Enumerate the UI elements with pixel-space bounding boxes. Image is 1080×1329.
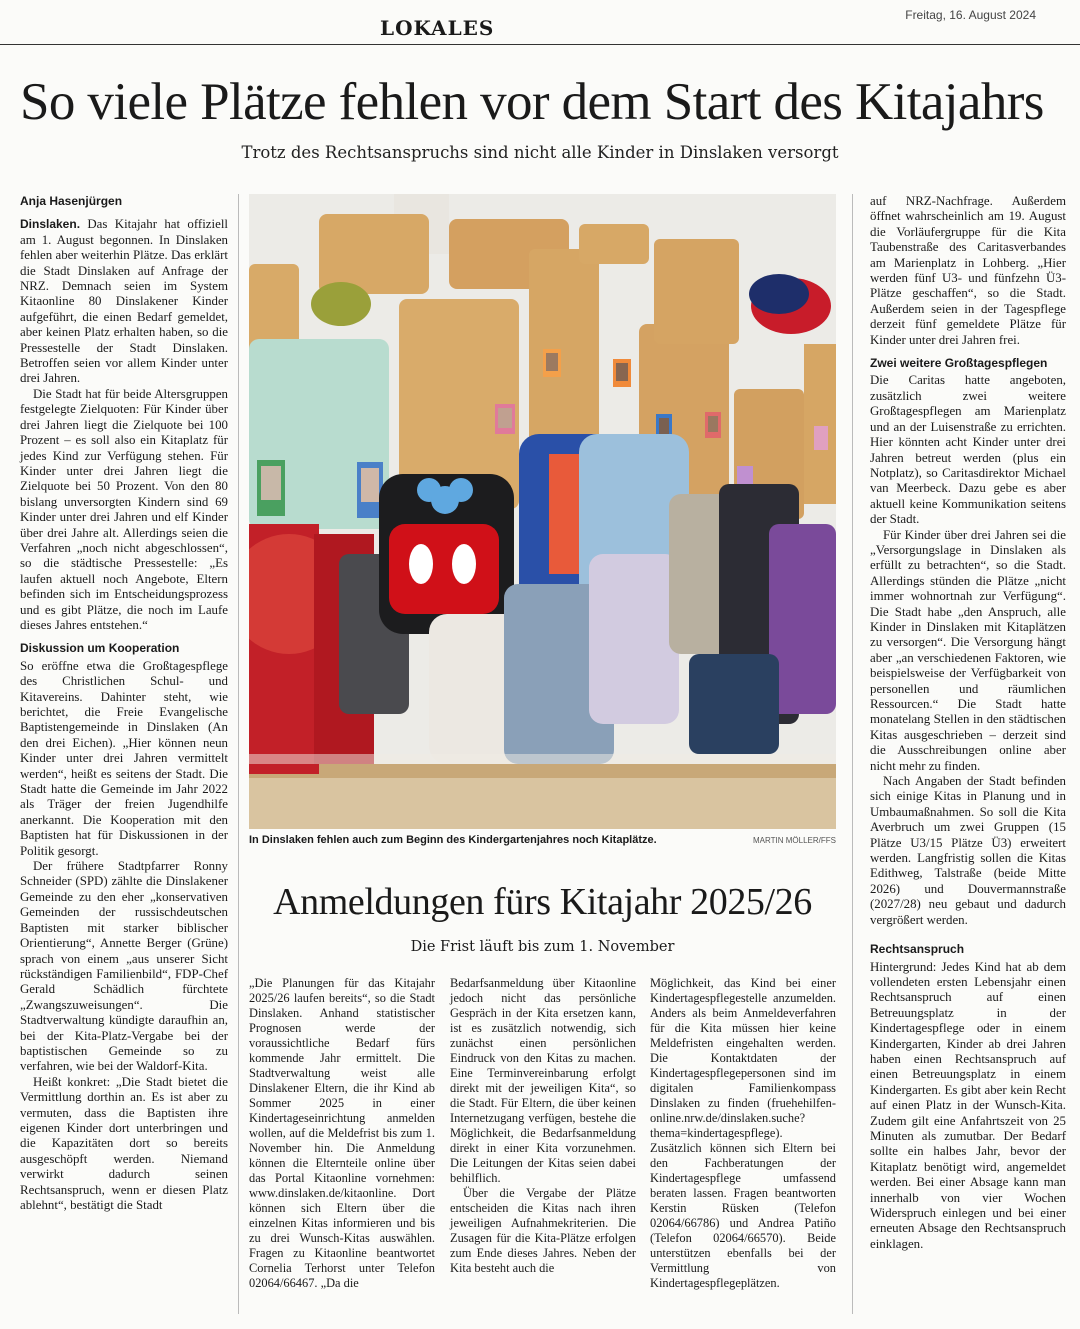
wardrobe-photo-illustration	[249, 194, 836, 829]
section-subhead: Zwei weitere Großtagespflegen	[870, 356, 1048, 371]
section-rubric: LOKALES	[380, 16, 495, 40]
header-rule	[0, 44, 1080, 45]
secondary-column-3	[650, 976, 836, 1291]
article-paragraph: Für Kinder über drei Jahren sei die „Versorgungslage in Dinslaken als erfüllt zu betrachten“, so die Stadt. Allerdings stünden die Plätze „nicht immer wohnortnah zur Verfügung“. Die Stadt habe „den Anspruch, alle Kinder in Dinslaken mit Kitaplätzen zu versorgen“. Die Versorgung hängt aber „an verschiedenen Faktoren, wie beispielsweise der Verfügbarkeit von personellen und räumlichen Ressourcen.“ Die Stadt hatte monatelang Stellen in den städtischen Kitas ausgeschrieben – derzeit sind die Ausschreibungen online aber nicht mehr zu finden.	[870, 527, 1066, 773]
article-paragraph: Die Caritas hatte angeboten, zusätzlich zwei weitere Großtagespflegen am Marienplatz und an der Luisenstraße zu errichten. Hier könnten acht Kinder unter drei Jahren betreut werden (plus ein Notplatz), so Caritasdirektor Michael van Meerbeck. Dazu gebe es aber aktuell keine Kommunikation seitens der Stadt.	[870, 373, 1066, 527]
article-paragraph: Möglichkeit, das Kind bei einer Kindertagespflegestelle anzumelden. Anders als beim Anmeldeverfahren für die Kita müssen hier keine Meldefristen eingehalten werden. Die Kontaktdaten der Kindertagespflegepersonen sind im digitalen Familienkompass Dinslaken zu finden (fruehehilfen-online.nrw.de/dinslaken.suche?thema=kindertagespflege).	[650, 976, 836, 1140]
article-paragraph: So eröffne etwa die Großtagespflege des Christlichen Schul- und Kitavereins. Dahinter steht, wie berichtet, die Freie Evangelische Baptistengemeinde in Dinslaken (An den drei Eichen). „Hier können neun Kinder unter drei Jahren vermittelt werden“, heißt es seitens der Stadt. Die Stadt hatte die Gemeinde im Jahr 2022 als Träger der freien Jugendhilfe anerkannt. Die Kooperation mit den Baptisten hat für Diskussionen in der Politik gesorgt.	[20, 658, 228, 858]
author-byline: Anja Hasenjürgen	[20, 194, 123, 208]
page-header	[0, 0, 1080, 46]
section-subhead: Diskussion um Kooperation	[20, 641, 180, 656]
article-photo	[249, 194, 836, 829]
column-rule	[238, 194, 239, 1314]
photo-credit: MARTIN MÖLLER/FFS	[753, 836, 836, 845]
article-paragraph: auf NRZ-Nachfrage. Außerdem öffnet wahrscheinlich am 19. August die Vorläufergruppe für die Kita Taubenstraße des Caritasverbandes am Marienplatz in Lohberg. „Hier werden fünf U3- und fünfzehn Ü3-Plätze geschaffen“, so die Stadt. Außerdem seien in der Tagespflege derzeit fünf gemeldete Plätze für Kinder unter drei Jahren frei.	[870, 194, 1066, 347]
issue-date: Freitag, 16. August 2024	[905, 8, 1036, 22]
article-paragraph: Die Stadt hat für beide Altersgruppen festgelegte Zielquoten: Für Kinder über drei Jahren liegt die Zielquote bei 100 Prozent – es soll also ein Kitaplatz für jedes Kind zur Verfügung stehen. Für Kinder unter drei Jahren liegt die Zielquote bei 50 Prozent. Von den 80 bislang unversorgten Kindern sind 69 Kinder unter drei Jahren und elf Kinder über drei Jahre alt. Allerdings seien die Verfahren „noch nicht abgeschlossen“, so die städtische Pressestelle: „Es laufen aktuell noch Angebote, Eltern befinden sich im Entscheidungsprozess und es gibt Plätze, die noch im Laufe dieses Jahres entstehen.“	[20, 386, 228, 632]
column-rule	[852, 194, 853, 1314]
article-paragraph: Über die Vergabe der Plätze entscheiden die Kitas nach ihren jeweiligen Aufnahmekriterien. Die Zusagen für die Kita-Plätze erfolgen zum Ende dieses Jahres. Neben der Kita besteht auch die	[450, 1186, 636, 1275]
article-paragraph: Bedarfsanmeldung über Kitaonline jedoch nicht das persönliche Gespräch in der Kita ersetzen kann, ist es zusätzlich notwendig, sich zunächst einen persönlichen Eindruck von den Kitas zu machen. Eine Terminvereinbarung erfolgt direkt mit der jeweiligen Kita“, so die Stadt. Für Eltern, die über keinen Internetzugang verfügen, bestehe die Möglichkeit, die Bedarfsanmeldung direkt in einer Kita vorzunehmen. Die Leitungen der Kitas seien dabei behilflich.	[450, 976, 636, 1185]
article-column-right	[870, 194, 1066, 1252]
article-paragraph: Heißt konkret: „Die Stadt bietet die Vermittlung dorthin an. Es ist aber zu vermuten, dass die Baptisten ihre eigenen Kinder dort unterbringen und die Kapazitäten dort so bereits ausgeschöpft werden. Niemand verwirkt dadurch seinen Rechtsanspruch, wenn er diesen Platz ablehnt“, bestätigt die Stadt	[20, 1074, 228, 1212]
article-paragraph: „Die Planungen für das Kitajahr 2025/26 laufen bereits“, so die Stadt Dinslaken. Anhand statistischer Prognosen werde der voraussichtliche Bedarf fürs kommende Jahr ermittelt. Die Stadtverwaltung weist alle Dinslakener Eltern, die ihr Kind ab Sommer 2025 in einer Kindertageseinrichtung anmelden wollen, auf die Meldefrist bis zum 1. November hin. Die Anmeldung können die Elternteile online über das Portal Kitaonline vornehmen: www.dinslaken.de/kitaonline. Dort können sich Eltern über die einzelnen Kitas informieren und bis zu drei Wunsch-Kitas auswählen. Fragen zu Kitaonline beantwortet Cornelia Terhorst unter Telefon 02064/66467. „Da die	[249, 976, 435, 1290]
lead-text: Das Kitajahr hat offiziell am 1. August begonnen. In Dinslaken fehlen aber weiterhin Plätze. Das erklärt die Stadt Dinslaken auf Anfrage der NRZ. Demnach seien im System Kitaonline 80 Dinslakener Kinder aufgeführt, die einen Bedarf gemeldet, aber keinen Platz erhalten haben, so die Pressestelle der Stadt Dinslaken. Betroffen seien vor allem Kinder unter drei Jahren.	[20, 217, 228, 386]
secondary-column-1	[249, 976, 435, 1291]
article-headline: So viele Plätze fehlen vor dem Start des Kitajahrs	[20, 73, 1044, 131]
photo-caption: In Dinslaken fehlen auch zum Beginn des Kindergartenjahres noch Kitaplätze.	[249, 834, 657, 846]
article-paragraph: Zusätzlich können sich Eltern bei den Fachberatungen der Kindertagespflege umfassend beraten lassen. Fragen beantworten Kerstin Rüsken (Telefon 02064/66786) und Andrea Patiño (Telefon 02064/66570). Beide unterstützen ebenfalls bei der Vermittlung von Kindertagespflegeplätzen.	[650, 1141, 836, 1290]
secondary-column-2	[450, 976, 636, 1276]
secondary-headline: Anmeldungen fürs Kitajahr 2025/26	[273, 881, 812, 923]
article-paragraph: Hintergrund: Jedes Kind hat ab dem vollendeten ersten Lebensjahr einen Rechtsanspruch auf einen Betreuungsplatz in der Kindertagespflege oder in einem Kindergarten, Kinder ab drei Jahren haben einen Rechtsanspruch auf einen Betreuungsplatz in einem Kindergarten. Es gibt aber kein Recht auf einen Platz in der Wunsch-Kita. Zudem gilt eine Anfahrtszeit von 25 Minuten als zumutbar. Der Bedarf sollte ein halbes Jahr, bevor der Kitaplatz benötigt wird, angemeldet werden. Bei einer Absage kann man innerhalb von vier Wochen Widerspruch einlegen und bei einer erneuten Absage den Rechtsanspruch einklagen.	[870, 959, 1066, 1251]
secondary-subheadline: Die Frist läuft bis zum 1. November	[410, 939, 675, 955]
article-paragraph: Nach Angaben der Stadt befinden sich einige Kitas in Planung und in Umbaumaßnahmen. So soll die Kita Averbruch um zwei Gruppen (15 Plätze U3/15 Plätze Ü3) erweitert werden. Langfristig sollen die Kitas Edithweg, Talstraße (beide Mitte 2026) und Douvermannstraße (2027/28) neu gebaut und dadurch vergrößert werden.	[870, 774, 1066, 927]
article-lead-paragraph	[20, 217, 228, 386]
dateline: Dinslaken.	[20, 217, 81, 232]
section-subhead: Rechtsanspruch	[870, 942, 965, 957]
article-subheadline: Trotz des Rechtsanspruchs sind nicht alle Kinder in Dinslaken versorgt	[241, 143, 839, 162]
article-paragraph: Der frühere Stadtpfarrer Ronny Schneider (SPD) zählte die Dinslakener Gemeinde zu den eher „konservativen Gemeinden der russischdeutschen Baptisten mit starker biblischer Orientierung“, Annette Berger (Grüne) sprach von einem „aus unserer Sicht rückständigen Familienbild“, FDP-Chef Gerald Schädlich fürchtete „Zwangszuweisungen“. Die Stadtverwaltung kündigte daraufhin an, bei der Kita-Platz-Vergabe bei der baptistischen Gemeinde so zu verfahren, wie bei der Waldorf-Kita.	[20, 859, 228, 1074]
article-column-1	[20, 194, 228, 1213]
